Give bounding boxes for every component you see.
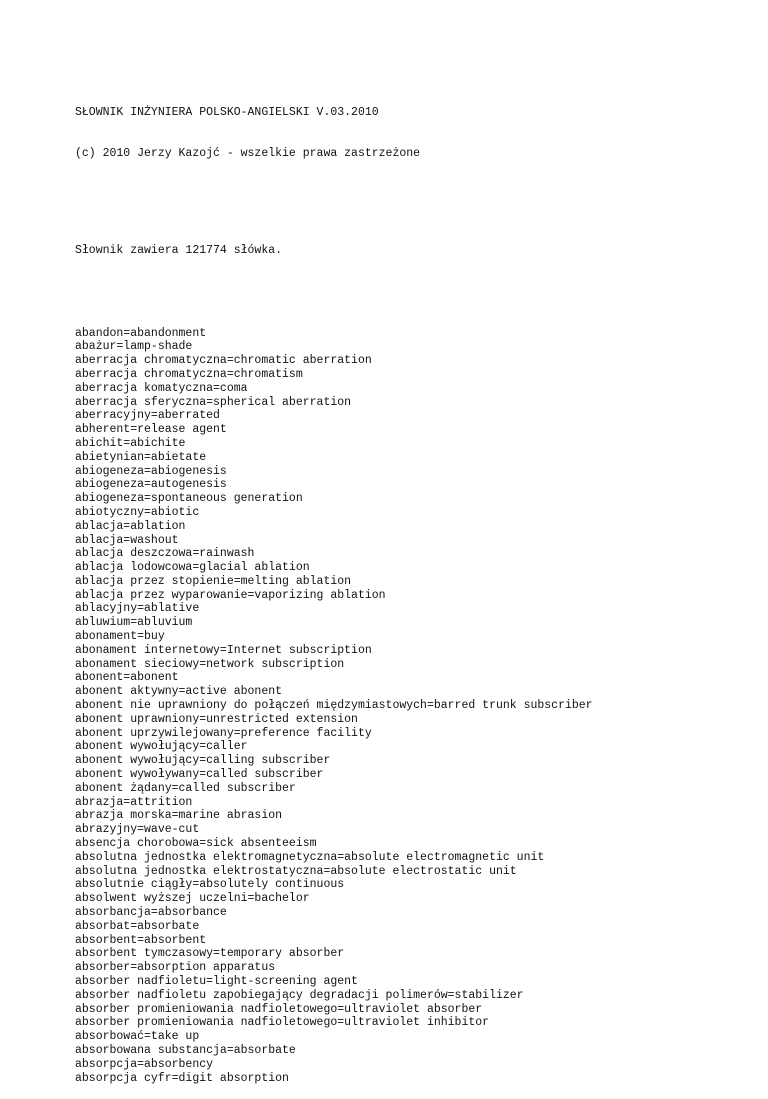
dictionary-entry: abiotyczny=abiotic [75,505,200,519]
dictionary-entry: abherent=release agent [75,423,227,437]
dictionary-entry: ablacja przez stopienie=melting ablation [75,574,352,588]
dictionary-entry: absorbent=absorbent [75,933,207,947]
dictionary-entry: absolutnie ciągły=absolutely continuous [75,878,345,892]
dictionary-entry: abonent uprzywilejowany=preference facility [75,726,372,740]
document-title: SŁOWNIK INŻYNIERA POLSKO-ANGIELSKI V.03.2010 [75,105,379,119]
dictionary-entry: absolwent wyższej uczelni=bachelor [75,892,310,906]
dictionary-entry: abandon=abandonment [75,326,207,340]
dictionary-entry: ablacja lodowcowa=glacial ablation [75,561,310,575]
dictionary-entry: absorbent tymczasowy=temporary absorber [75,947,345,961]
dictionary-entry: abichit=abichite [75,436,186,450]
dictionary-entry: abonament=buy [75,630,165,644]
document-page [75,78,755,1099]
dictionary-entry: abonent wywołujący=calling subscriber [75,754,331,768]
dictionary-entry: absorbowana substancja=absorbate [75,1043,296,1057]
dictionary-entry: abluwium=abluvium [75,616,193,630]
dictionary-entry: absorbować=take up [75,1030,200,1044]
dictionary-entry: abrazja morska=marine abrasion [75,809,283,823]
dictionary-entry: abonent nie uprawniony do połączeń międzymiastowych=barred trunk subscriber [75,699,593,713]
dictionary-entry: aberracja chromatyczna=chromatic aberration [75,354,372,368]
copyright-line: (c) 2010 Jerzy Kazojć - wszelkie prawa zastrzeżone [75,146,421,160]
dictionary-entry: abietynian=abietate [75,450,207,464]
dictionary-entry: ablacja przez wyparowanie=vaporizing ablation [75,588,386,602]
dictionary-entry: abiogeneza=abiogenesis [75,464,227,478]
dictionary-entry: absorber promieniowania nadfioletowego=ultraviolet absorber [75,1002,483,1016]
dictionary-entry: abiogeneza=spontaneous generation [75,492,303,506]
dictionary-entry: abonent uprawniony=unrestricted extension [75,712,358,726]
dictionary-entry: aberracyjny=aberrated [75,409,220,423]
dictionary-entry: abonent=abonent [75,671,179,685]
dictionary-entry: absorpcja cyfr=digit absorption [75,1071,289,1085]
dictionary-entry: ablacja deszczowa=rainwash [75,547,255,561]
dictionary-entry: absorbat=absorbate [75,919,200,933]
dictionary-entry: abrazyjny=wave-cut [75,823,200,837]
dictionary-entry: ablacja=washout [75,533,179,547]
dictionary-entry: abiogeneza=autogenesis [75,478,227,492]
dictionary-entry: ablacyjny=ablative [75,602,200,616]
dictionary-entry: absencja chorobowa=sick absenteeism [75,837,317,851]
dictionary-entry: absolutna jednostka elektrostatyczna=absolute electrostatic unit [75,864,517,878]
spacer [75,285,755,299]
dictionary-entry: absorber promieniowania nadfioletowego=ultraviolet inhibitor [75,1016,490,1030]
dictionary-entry: abonent wywołujący=caller [75,740,248,754]
dictionary-entry: abonament sieciowy=network subscription [75,657,345,671]
dictionary-entry: abonent aktywny=active abonent [75,685,283,699]
spacer [75,188,755,216]
dictionary-entry: absorber nadfioletu=light-screening agent [75,975,358,988]
dictionary-info: Słownik zawiera 121774 słówka. [75,243,283,257]
dictionary-entry: abażur=lamp-shade [75,340,193,354]
dictionary-entry: absolutna jednostka elektromagnetyczna=absolute electromagnetic unit [75,850,545,864]
dictionary-entry: abonament internetowy=Internet subscription [75,643,372,657]
dictionary-entry: abonent żądany=called subscriber [75,781,296,795]
dictionary-entry: aberracja chromatyczna=chromatism [75,367,303,381]
dictionary-entry: abrazja=attrition [75,795,193,809]
dictionary-entry: aberracja sferyczna=spherical aberration [75,395,352,409]
dictionary-entry: ablacja=ablation [75,519,186,533]
dictionary-entry: aberracja komatyczna=coma [75,381,248,395]
dictionary-entry: absorber=absorption apparatus [75,961,276,975]
dictionary-entry: absorbancja=absorbance [75,906,227,920]
dictionary-entry: absorpcja=absorbency [75,1057,214,1071]
dictionary-entry: abonent wywoływany=called subscriber [75,768,324,782]
dictionary-entry: absorber nadfioletu zapobiegający degradacji polimerów=stabilizer [75,988,524,1002]
entry-list [75,327,755,1086]
